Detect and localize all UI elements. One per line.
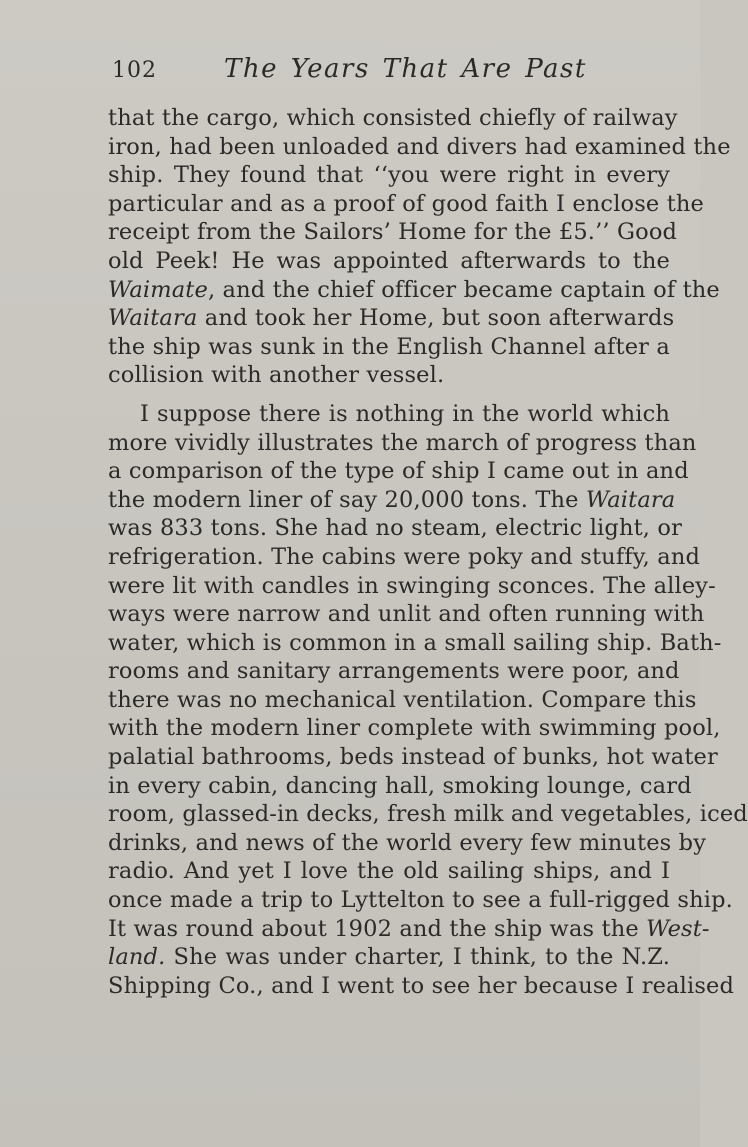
text-line: water, which is common in a small sailing ship. Bath- — [108, 629, 722, 656]
text-line: was 833 tons. She had no steam, electric light, or — [108, 515, 682, 542]
text-line — [108, 915, 710, 944]
ship-name-westland-cont: land. — [108, 944, 166, 971]
page-number: 102 — [112, 58, 157, 83]
text-line — [108, 943, 670, 972]
text-line: palatial bathrooms, beds instead of bunks, hot water — [108, 744, 718, 771]
text-line: ship. They found that ‘‘you were right in every — [108, 162, 670, 189]
text-line — [108, 486, 676, 515]
running-head — [112, 54, 672, 88]
text-line: a comparison of the type of ship I came out in and — [108, 458, 689, 485]
text-line: with the modern liner complete with swimming pool, — [108, 715, 721, 742]
text-segment: , and the chief officer became captain of the — [207, 276, 720, 303]
text-segment: the modern liner of say 20,000 tons. The — [108, 486, 586, 513]
text-segment: and took her Home, but soon afterwards — [197, 305, 675, 332]
text-line: ways were narrow and unlit and often running with — [108, 601, 705, 628]
text-line: room, glassed-in decks, fresh milk and vegetables, iced — [108, 801, 748, 828]
text-line: more vividly illustrates the march of progress than — [108, 429, 697, 456]
text-line — [108, 304, 675, 333]
text-line: drinks, and news of the world every few minutes by — [108, 829, 707, 856]
ship-name-westland: West- — [646, 915, 710, 942]
ship-name-waitara: Waitara — [585, 486, 676, 513]
text-line: receipt from the Sailors’ Home for the £5.’’ Good — [108, 219, 678, 246]
text-line: collision with another vessel. — [108, 362, 445, 389]
text-line: iron, had been unloaded and divers had examined the — [108, 133, 731, 160]
paragraph-1 — [108, 104, 731, 390]
running-title: The Years That Are Past — [224, 54, 587, 84]
ship-name-waimate: Waimate — [108, 276, 208, 303]
text-line: in every cabin, dancing hall, smoking lounge, card — [108, 772, 692, 799]
text-segment: She was under charter, I think, to the N.Z. — [165, 944, 670, 971]
text-line: there was no mechanical ventilation. Compare this — [108, 686, 697, 713]
text-line: the ship was sunk in the English Channel after a — [108, 333, 670, 360]
paragraph-2 — [108, 400, 748, 1000]
text-line: that the cargo, which consisted chiefly of railway — [108, 105, 678, 131]
body-text — [108, 104, 748, 1000]
text-line: I suppose there is nothing in the world which — [140, 400, 670, 427]
text-line: particular and as a proof of good faith I enclose the — [108, 190, 704, 217]
text-line: old Peek! He was appointed afterwards to the — [108, 247, 670, 274]
text-segment: It was round about 1902 and the ship was the — [108, 915, 647, 942]
text-line: refrigeration. The cabins were poky and stuffy, and — [108, 543, 701, 570]
text-line: Shipping Co., and I went to see her because I realised — [108, 972, 735, 999]
text-line: radio. And yet I love the old sailing ships, and I — [108, 858, 670, 885]
text-line: once made a trip to Lyttelton to see a full-rigged ship. — [108, 887, 733, 914]
ship-name-waitara: Waitara — [108, 305, 198, 332]
text-line — [108, 276, 720, 305]
text-line: rooms and sanitary arrangements were poor, and — [108, 658, 680, 685]
text-line: were lit with candles in swinging sconces. The alley- — [108, 572, 716, 599]
